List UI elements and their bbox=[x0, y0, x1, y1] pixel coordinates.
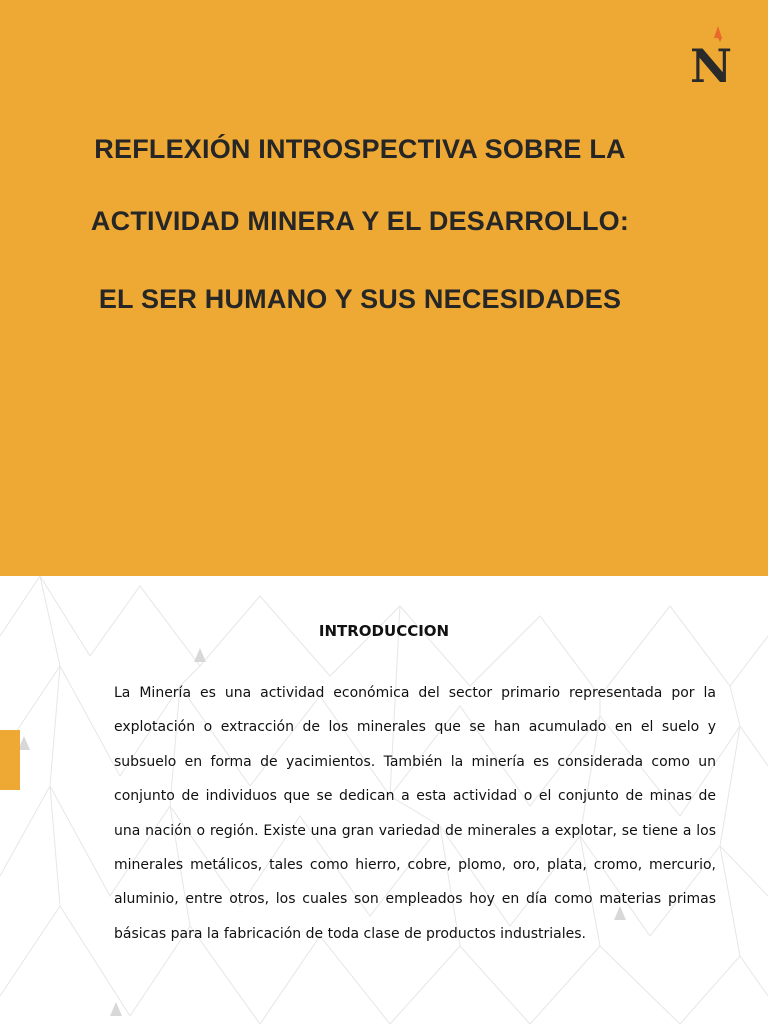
intro-heading: INTRODUCCION bbox=[318, 622, 450, 640]
intro-paragraph: La Minería es una actividad económica del sector primario representada por la explotación o extracción de los minerales que se han acumulado en el suelo y subsuelo en forma de yacimientos. También la minería es considerada como un conjunto de individuos que se dedican a esta actividad o el conjunto de minas de una nación o región. Existe una gran variedad de minerales a explotar, se tiene a los minerales metálicos, tales como hierro, cobre, plomo, oro, plata, cromo, mercurio, aluminio, entre otros, los cuales son empleados hoy en día como materias primas básicas para la fabricación de toda clase de productos industriales. bbox=[114, 685, 716, 942]
title-line-2: ACTIVIDAD MINERA Y EL DESARROLLO: bbox=[90, 206, 630, 236]
title-line-1: REFLEXIÓN INTROSPECTIVA SOBRE LA bbox=[94, 134, 626, 164]
logo-letter: N bbox=[690, 39, 733, 86]
title-line-3: EL SER HUMANO Y SUS NECESIDADES bbox=[98, 284, 622, 314]
accent-side-tab bbox=[0, 730, 20, 790]
university-logo-icon bbox=[688, 24, 734, 86]
